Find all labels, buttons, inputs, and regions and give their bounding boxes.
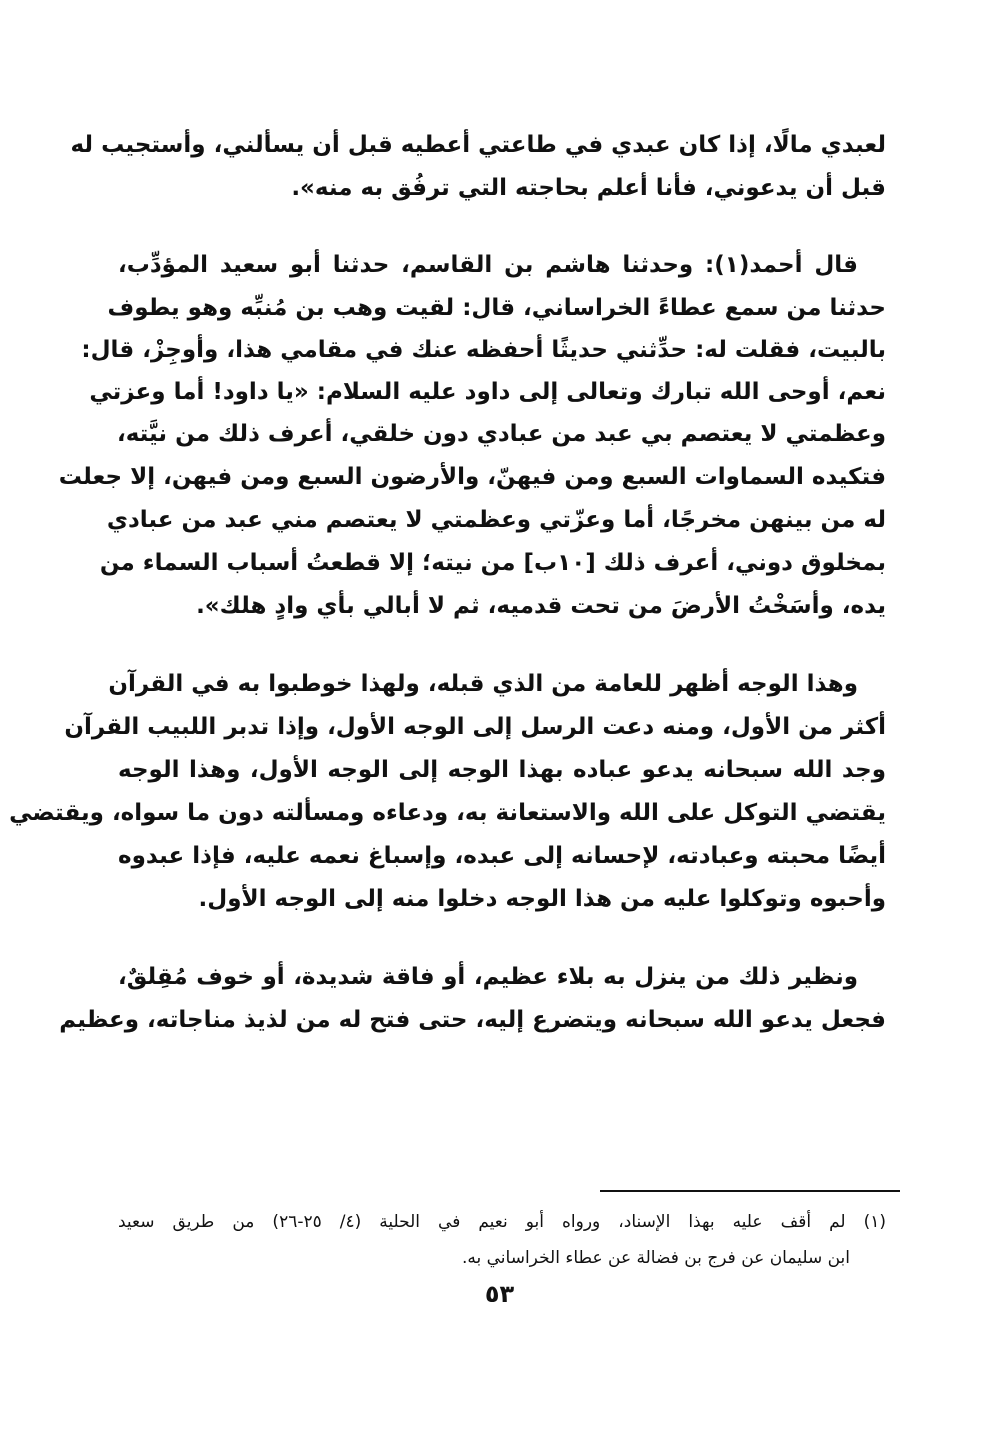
text-line: وأحبوه وتوكلوا عليه من هذا الوجه دخلوا منه إلى الوجه الأول. (198, 886, 886, 912)
text-line: أيضًا محبته وعبادته، لإحسانه إلى عبده، وإسباغ نعمه عليه، فإذا عبدوه (118, 843, 886, 869)
text-line: يقتضي التوكل على الله والاستعانة به، ودعاءه ومسألته دون ما سواه، ويقتضي (9, 800, 886, 826)
text-line: يده، وأسَخْتُ الأرضَ من تحت قدميه، ثم لا أبالي بأي وادٍ هلك». (196, 593, 886, 619)
text-line: بالبيت، فقلت له: حدِّثني حديثًا أحفظه عنك في مقامي هذا، وأوجِزْ، قال: (81, 337, 886, 363)
text-line: أكثر من الأول، ومنه دعت الرسل إلى الوجه الأول، وإذا تدبر اللبيب القرآن (64, 714, 886, 740)
text-line: قبل أن يدعوني، فأنا أعلم بحاجته التي ترفُق به منه». (291, 175, 886, 201)
footnote-line: (١) لم أقف عليه بهذا الإسناد، ورواه أبو نعيم في الحلية (٤/ ٢٥-٢٦) من طريق سعيد (118, 1212, 886, 1232)
text-line: لعبدي مالًا، إذا كان عبدي في طاعتي أعطيه قبل أن يسألني، وأستجيب له (70, 132, 886, 158)
footnote-divider (600, 1190, 900, 1192)
text-line: وعظمتي لا يعتصم بي عبد من عبادي دون خلقي، أعرف ذلك من نيَّته، (116, 421, 886, 447)
text-line: بمخلوق دوني، أعرف ذلك [١٠ب] من نيته؛ إلا قطعتُ أسباب السماء من (99, 550, 886, 576)
text-line: فتكيده السماوات السبع ومن فيهنّ، والأرضون السبع ومن فيهن، إلا جعلت (58, 464, 886, 490)
text-line: قال أحمد(١): وحدثنا هاشم بن القاسم، حدثنا أبو سعيد المؤدِّب، (118, 252, 858, 278)
text-line: له من بينهن مخرجًا، أما وعزّتي وعظمتي لا يعتصم مني عبد من عبادي (106, 507, 886, 533)
text-line: نعم، أوحى الله تبارك وتعالى إلى داود عليه السلام: «يا داود! أما وعزتي (89, 379, 886, 405)
page-number: ٥٣ (484, 1280, 515, 1308)
text-line: وجد الله سبحانه يدعو عباده بهذا الوجه إلى الوجه الأول، وهذا الوجه (118, 757, 886, 783)
text-line: ونظير ذلك من ينزل به بلاء عظيم، أو فاقة شديدة، أو خوف مُقِلقٌ، (118, 964, 858, 990)
text-line: فجعل يدعو الله سبحانه ويتضرع إليه، حتى فتح له من لذيذ مناجاته، وعظيم (59, 1007, 886, 1033)
text-line: وهذا الوجه أظهر للعامة من الذي قبله، ولهذا خوطبوا به في القرآن (108, 671, 858, 697)
text-line: حدثنا من سمع عطاءً الخراساني، قال: لقيت وهب بن مُنبِّه وهو يطوف (107, 295, 886, 321)
footnote-line: ابن سليمان عن فرج بن فضالة عن عطاء الخراساني به. (461, 1248, 850, 1268)
